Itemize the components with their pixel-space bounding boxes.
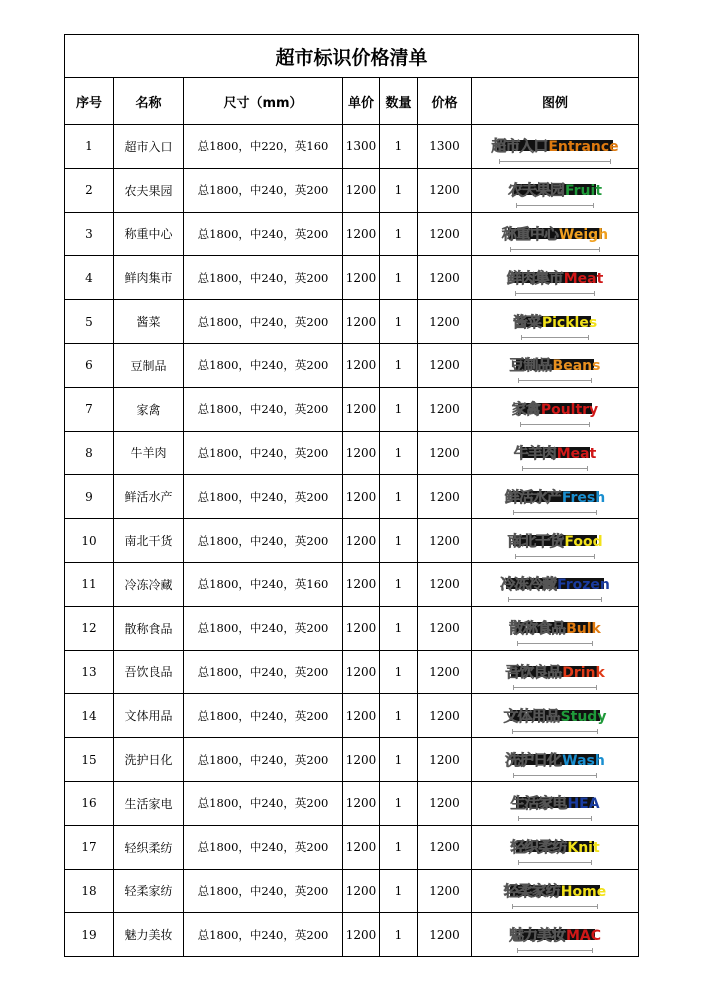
row-size: 总1800，中240，英200: [184, 738, 343, 782]
row-price: 1200: [418, 562, 472, 606]
row-size: 总1800，中240，英200: [184, 300, 343, 344]
dimension-line: [512, 906, 598, 907]
row-qty: 1: [380, 694, 418, 738]
row-no: 1: [65, 125, 114, 169]
row-name: 称重中心: [114, 212, 184, 256]
header-legend: 图例: [472, 78, 639, 125]
table-row: [65, 869, 639, 913]
sign-english-text: Meat: [563, 270, 604, 287]
table-row: [65, 168, 639, 212]
row-legend: [472, 387, 639, 431]
row-unit-price: 1200: [343, 694, 380, 738]
sign-chinese-text: 鲜肉集市: [506, 268, 563, 287]
sign-preview: [504, 705, 607, 727]
sign-chinese-text: 农夫果园: [507, 181, 564, 200]
sign-english-text: HEA: [567, 796, 600, 813]
row-size: 总1800，中240，英200: [184, 869, 343, 913]
sign-chinese-text: 家禽: [511, 400, 540, 419]
sign-preview: [502, 223, 608, 245]
row-name: 魅力美妆: [114, 913, 184, 957]
dimension-line: [508, 599, 602, 600]
row-qty: 1: [380, 519, 418, 563]
row-price: 1200: [418, 738, 472, 782]
sign-english-text: Fruit: [564, 183, 603, 200]
row-unit-price: 1200: [343, 606, 380, 650]
row-unit-price: 1200: [343, 869, 380, 913]
sign-preview: [505, 661, 605, 683]
table-row: [65, 300, 639, 344]
table-row: [65, 387, 639, 431]
sign-preview: [500, 573, 610, 595]
sign-english-text: Pickles: [541, 314, 598, 331]
row-name: 超市入口: [114, 125, 184, 169]
sign-english-text: Poultry: [540, 402, 599, 419]
sign-preview: [508, 179, 602, 201]
row-no: 6: [65, 343, 114, 387]
row-unit-price: 1200: [343, 913, 380, 957]
row-no: 10: [65, 519, 114, 563]
row-qty: 1: [380, 431, 418, 475]
row-price: 1300: [418, 125, 472, 169]
dimension-line: [516, 205, 594, 206]
dimension-line: [522, 468, 589, 469]
row-size: 总1800，中220，英160: [184, 125, 343, 169]
row-price: 1200: [418, 168, 472, 212]
row-legend: [472, 519, 639, 563]
table-row: [65, 606, 639, 650]
sign-preview: [514, 442, 597, 464]
row-name: 散称食品: [114, 606, 184, 650]
sign-chinese-text: 称重中心: [501, 224, 558, 243]
header-no: 序号: [65, 78, 114, 125]
row-unit-price: 1200: [343, 212, 380, 256]
row-price: 1200: [418, 475, 472, 519]
row-no: 8: [65, 431, 114, 475]
row-no: 13: [65, 650, 114, 694]
row-legend: [472, 562, 639, 606]
sign-chinese-text: 豆制品: [509, 356, 552, 375]
row-size: 总1800，中240，英200: [184, 387, 343, 431]
sign-chinese-text: 吾饮良品: [505, 662, 562, 681]
row-legend: [472, 738, 639, 782]
dimension-line: [518, 862, 591, 863]
row-qty: 1: [380, 913, 418, 957]
row-unit-price: 1200: [343, 781, 380, 825]
table-row: [65, 519, 639, 563]
row-no: 19: [65, 913, 114, 957]
header-unit-price: 单价: [343, 78, 380, 125]
row-legend: [472, 300, 639, 344]
row-name: 酱菜: [114, 300, 184, 344]
table-row: [65, 913, 639, 957]
row-unit-price: 1200: [343, 562, 380, 606]
table-row: [65, 212, 639, 256]
sign-english-text: Fresh: [561, 489, 606, 506]
sign-preview: [510, 792, 599, 814]
sign-chinese-text: 散称食品: [509, 619, 566, 638]
sign-preview: [509, 924, 601, 946]
price-list-sheet: [64, 34, 638, 957]
dimension-line: [518, 380, 593, 381]
row-legend: [472, 168, 639, 212]
row-no: 12: [65, 606, 114, 650]
header-price: 价格: [418, 78, 472, 125]
sign-english-text: Study: [560, 708, 607, 725]
header-row: [65, 78, 639, 125]
sign-chinese-text: 轻柔家纺: [503, 881, 560, 900]
sign-preview: [505, 486, 605, 508]
row-qty: 1: [380, 475, 418, 519]
row-unit-price: 1200: [343, 519, 380, 563]
row-no: 9: [65, 475, 114, 519]
row-name: 文体用品: [114, 694, 184, 738]
dimension-line: [517, 643, 593, 644]
row-name: 农夫果园: [114, 168, 184, 212]
row-legend: [472, 869, 639, 913]
sign-chinese-text: 冷冻冷藏: [500, 575, 557, 594]
row-qty: 1: [380, 387, 418, 431]
row-name: 洗护日化: [114, 738, 184, 782]
table-row: [65, 431, 639, 475]
row-legend: [472, 256, 639, 300]
row-legend: [472, 694, 639, 738]
row-name: 牛羊肉: [114, 431, 184, 475]
sign-english-text: MAC: [565, 927, 602, 944]
dimension-line: [499, 161, 610, 162]
sign-preview: [510, 836, 599, 858]
dimension-line: [510, 249, 600, 250]
dimension-line: [518, 818, 591, 819]
row-unit-price: 1200: [343, 738, 380, 782]
sign-preview: [491, 135, 618, 157]
sign-english-text: Entrance: [548, 139, 619, 156]
row-name: 豆制品: [114, 343, 184, 387]
dimension-line: [512, 731, 599, 732]
sign-preview: [512, 398, 598, 420]
header-name: 名称: [114, 78, 184, 125]
row-name: 生活家电: [114, 781, 184, 825]
row-size: 总1800，中240，英200: [184, 431, 343, 475]
sign-english-text: Food: [564, 533, 603, 550]
row-price: 1200: [418, 431, 472, 475]
row-qty: 1: [380, 212, 418, 256]
dimension-line: [515, 293, 596, 294]
row-legend: [472, 606, 639, 650]
row-legend: [472, 825, 639, 869]
row-no: 18: [65, 869, 114, 913]
row-size: 总1800，中240，英200: [184, 694, 343, 738]
row-size: 总1800，中240，英200: [184, 475, 343, 519]
price-list-table: [64, 34, 639, 957]
dimension-line: [515, 556, 594, 557]
row-name: 南北干货: [114, 519, 184, 563]
row-price: 1200: [418, 300, 472, 344]
row-price: 1200: [418, 694, 472, 738]
row-no: 16: [65, 781, 114, 825]
dimension-line: [513, 687, 597, 688]
row-qty: 1: [380, 606, 418, 650]
table-row: [65, 694, 639, 738]
table-row: [65, 256, 639, 300]
row-size: 总1800，中240，英200: [184, 168, 343, 212]
row-qty: 1: [380, 562, 418, 606]
row-name: 鲜肉集市: [114, 256, 184, 300]
row-unit-price: 1200: [343, 168, 380, 212]
row-qty: 1: [380, 650, 418, 694]
row-unit-price: 1200: [343, 475, 380, 519]
row-name: 家禽: [114, 387, 184, 431]
sign-english-text: Meat: [556, 445, 597, 462]
row-no: 3: [65, 212, 114, 256]
row-name: 吾饮良品: [114, 650, 184, 694]
row-legend: [472, 212, 639, 256]
sign-chinese-text: 超市入口: [491, 137, 548, 156]
sign-preview: [504, 880, 606, 902]
row-qty: 1: [380, 738, 418, 782]
table-row: [65, 781, 639, 825]
table-row: [65, 650, 639, 694]
row-qty: 1: [380, 869, 418, 913]
sign-english-text: Wash: [562, 752, 605, 769]
row-unit-price: 1200: [343, 256, 380, 300]
table-row: [65, 825, 639, 869]
row-legend: [472, 913, 639, 957]
sign-preview: [509, 617, 601, 639]
table-row: [65, 343, 639, 387]
row-qty: 1: [380, 168, 418, 212]
row-legend: [472, 650, 639, 694]
row-unit-price: 1300: [343, 125, 380, 169]
row-name: 轻柔家纺: [114, 869, 184, 913]
sign-preview: [510, 354, 601, 376]
row-price: 1200: [418, 869, 472, 913]
row-no: 15: [65, 738, 114, 782]
row-size: 总1800，中240，英200: [184, 825, 343, 869]
row-name: 轻织柔纺: [114, 825, 184, 869]
row-unit-price: 1200: [343, 343, 380, 387]
dimension-line: [513, 775, 597, 776]
row-qty: 1: [380, 343, 418, 387]
row-price: 1200: [418, 606, 472, 650]
sign-chinese-text: 轻织柔纺: [510, 838, 567, 857]
row-no: 11: [65, 562, 114, 606]
header-size: 尺寸（mm）: [184, 78, 343, 125]
row-legend: [472, 125, 639, 169]
row-no: 7: [65, 387, 114, 431]
row-size: 总1800，中240，英200: [184, 650, 343, 694]
row-price: 1200: [418, 519, 472, 563]
row-name: 冷冻冷藏: [114, 562, 184, 606]
header-qty: 数量: [380, 78, 418, 125]
row-unit-price: 1200: [343, 387, 380, 431]
row-size: 总1800，中240，英200: [184, 343, 343, 387]
sign-english-text: Beans: [552, 358, 601, 375]
sign-chinese-text: 牛羊肉: [513, 443, 556, 462]
sheet-title: 超市标识价格清单: [65, 35, 639, 78]
sign-chinese-text: 洗护日化: [505, 750, 562, 769]
sign-preview: [505, 749, 605, 771]
sign-chinese-text: 魅力美妆: [508, 925, 565, 944]
table-row: [65, 125, 639, 169]
dimension-line: [513, 512, 597, 513]
row-size: 总1800，中240，英200: [184, 781, 343, 825]
row-size: 总1800，中240，英200: [184, 256, 343, 300]
row-unit-price: 1200: [343, 431, 380, 475]
sign-preview: [507, 267, 604, 289]
row-legend: [472, 343, 639, 387]
table-row: [65, 562, 639, 606]
sign-chinese-text: 生活家电: [510, 794, 567, 813]
row-size: 总1800，中240，英200: [184, 212, 343, 256]
dimension-line: [520, 424, 590, 425]
row-legend: [472, 431, 639, 475]
table-row: [65, 475, 639, 519]
sign-english-text: Frozen: [557, 577, 610, 594]
table-row: [65, 738, 639, 782]
sign-chinese-text: 酱菜: [512, 312, 541, 331]
sign-preview: [507, 530, 602, 552]
row-price: 1200: [418, 781, 472, 825]
sign-english-text: Drink: [562, 664, 605, 681]
row-no: 2: [65, 168, 114, 212]
sign-english-text: Weigh: [558, 226, 609, 243]
row-price: 1200: [418, 387, 472, 431]
row-qty: 1: [380, 825, 418, 869]
row-unit-price: 1200: [343, 650, 380, 694]
row-legend: [472, 475, 639, 519]
row-size: 总1800，中240，英200: [184, 606, 343, 650]
row-price: 1200: [418, 212, 472, 256]
sign-chinese-text: 文体用品: [503, 706, 560, 725]
row-qty: 1: [380, 256, 418, 300]
row-price: 1200: [418, 913, 472, 957]
row-price: 1200: [418, 343, 472, 387]
sign-english-text: Bulk: [566, 621, 601, 638]
dimension-line: [517, 950, 593, 951]
row-qty: 1: [380, 125, 418, 169]
row-price: 1200: [418, 825, 472, 869]
row-size: 总1800，中240，英200: [184, 913, 343, 957]
row-no: 5: [65, 300, 114, 344]
row-price: 1200: [418, 650, 472, 694]
sign-chinese-text: 鲜活水产: [504, 487, 561, 506]
sign-english-text: Home: [560, 883, 607, 900]
row-no: 4: [65, 256, 114, 300]
row-no: 14: [65, 694, 114, 738]
row-unit-price: 1200: [343, 300, 380, 344]
row-name: 鲜活水产: [114, 475, 184, 519]
row-qty: 1: [380, 300, 418, 344]
row-qty: 1: [380, 781, 418, 825]
dimension-line: [521, 337, 589, 338]
row-price: 1200: [418, 256, 472, 300]
row-size: 总1800，中240，英200: [184, 519, 343, 563]
sign-english-text: Knit: [567, 840, 600, 857]
row-legend: [472, 781, 639, 825]
row-unit-price: 1200: [343, 825, 380, 869]
sign-preview: [513, 311, 597, 333]
row-no: 17: [65, 825, 114, 869]
sign-chinese-text: 南北干货: [507, 531, 564, 550]
row-size: 总1800，中240，英160: [184, 562, 343, 606]
